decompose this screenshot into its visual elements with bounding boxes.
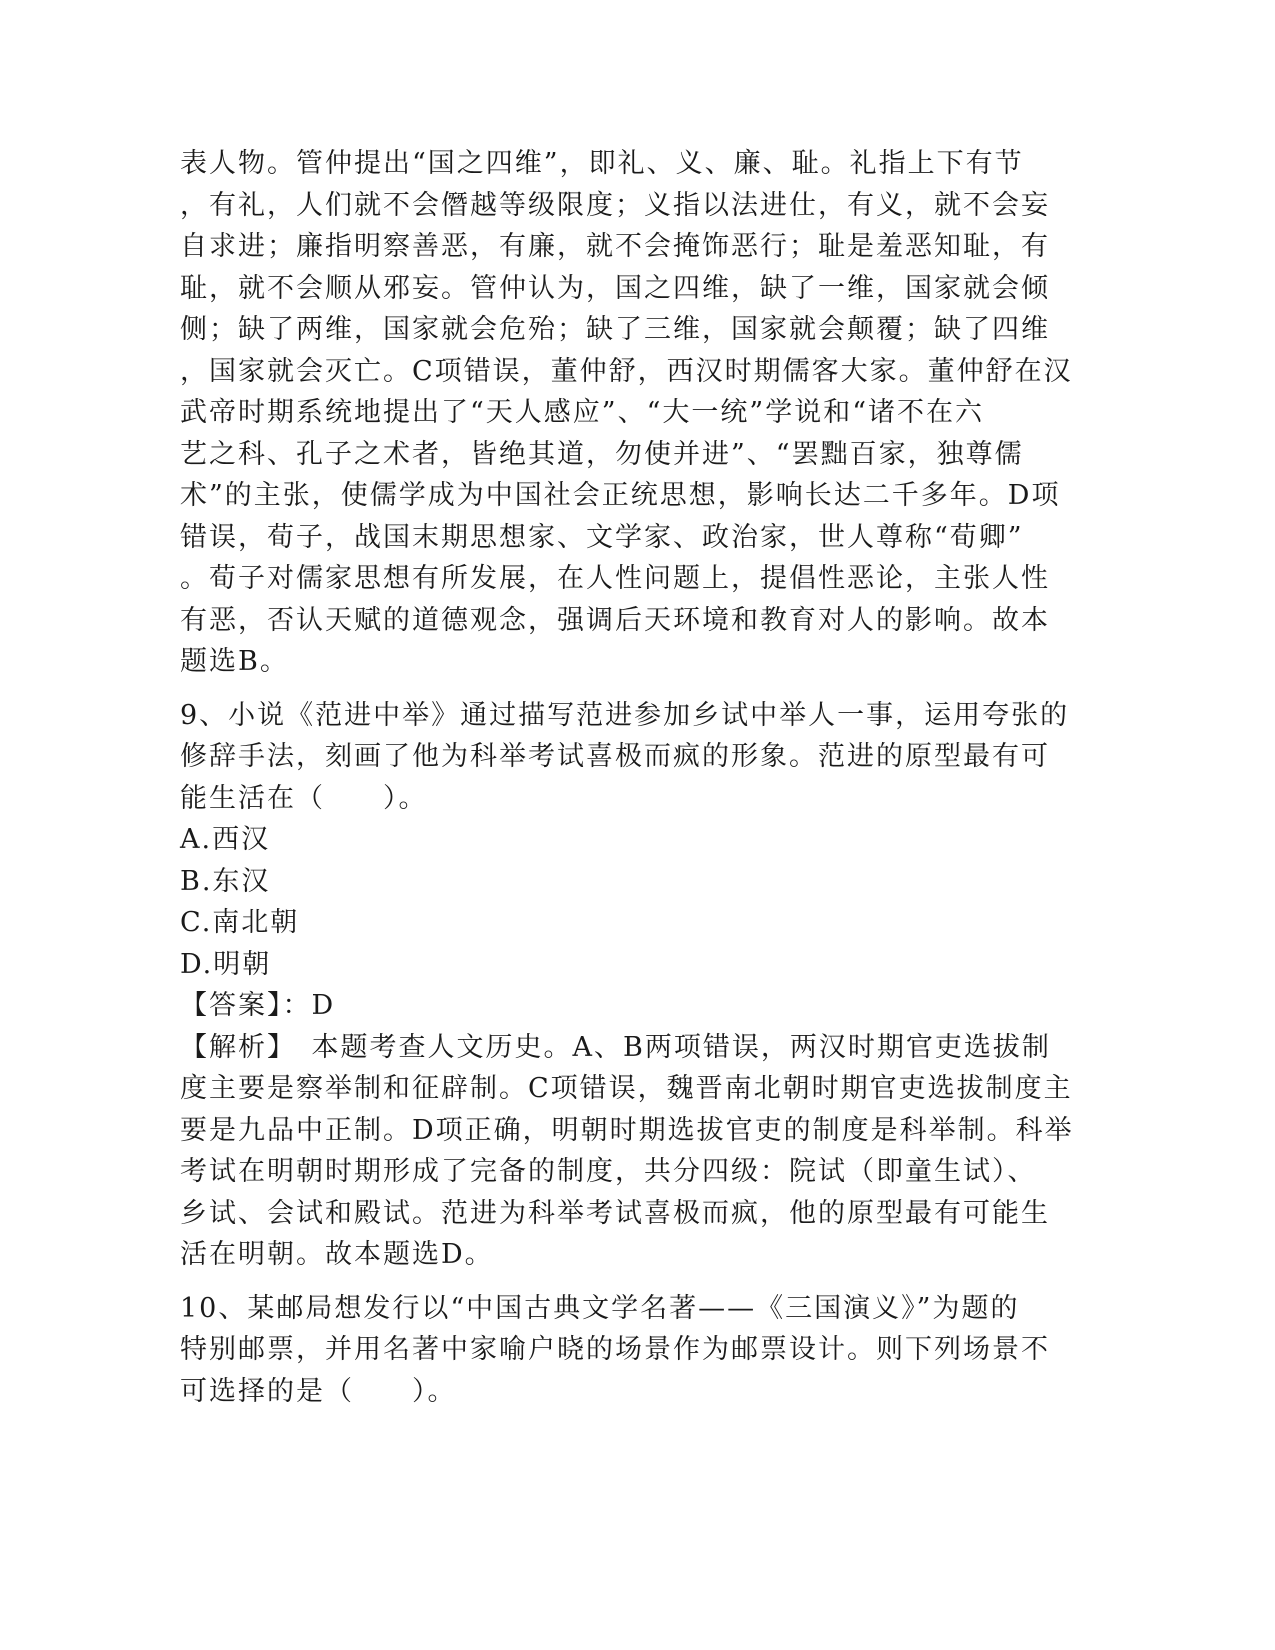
question-stem <box>180 1288 1050 1413</box>
text-line: 乡试、会试和殿试。范进为科举考试喜极而疯，他的原型最有可能生 <box>180 1197 1050 1229</box>
text-line: 可选择的是（ ）。 <box>180 1375 457 1407</box>
option-b: B.东汉 <box>180 865 271 897</box>
text-line: 侧；缺了两维，国家就会危殆；缺了三维，国家就会颠覆；缺了四维 <box>180 314 1050 345</box>
text-line: 修辞手法，刻画了他为科举考试喜极而疯的形象。范进的原型最有可 <box>180 741 1050 772</box>
text-line: 自求进；廉指明察善恶，有廉，就不会掩饰恶行；耻是羞恶知耻，有 <box>180 231 1050 262</box>
text-line: 9、小说《范进中举》通过描写范进参加乡试中举人一事，运用夸张的 <box>180 699 1070 731</box>
option-d: D.明朝 <box>180 948 272 980</box>
text-line: 有恶，否认天赋的道德观念，强调后天环境和教育对人的影响。故本 <box>180 604 1050 636</box>
passage-continuation <box>180 143 1073 683</box>
question-10 <box>180 1288 1050 1413</box>
option-c: C.南北朝 <box>180 907 300 938</box>
question-options <box>180 819 1040 985</box>
text-line: 特别邮票，并用名著中家喻户晓的场景作为邮票设计。则下列场景不 <box>180 1334 1050 1365</box>
text-line: ，有礼，人们就不会僭越等级限度；义指以法进仕，有义，就不会妄 <box>180 189 1050 221</box>
text-line: 错误，荀子，战国末期思想家、文学家、政治家，世人尊称“荀卿” <box>180 521 1024 553</box>
text-line: 活在明朝。故本题选D。 <box>180 1239 494 1270</box>
question-9 <box>180 695 1074 1276</box>
paragraph-gap <box>180 1276 1040 1288</box>
text-line: 武帝时期系统地提出了“天人感应”、“大一统”学说和“诸不在六 <box>180 397 985 428</box>
analysis <box>180 1027 1074 1276</box>
text-line: ，国家就会灭亡。C项错误，董仲舒，西汉时期儒客大家。董仲舒在汉 <box>180 355 1073 387</box>
document-body <box>180 143 1074 1412</box>
text-line: 10、某邮局想发行以“中国古典文学名著——《三国演义》”为题的 <box>180 1292 1020 1324</box>
text-line: 耻，就不会顺从邪妄。管仲认为，国之四维，缺了一维，国家就会倾 <box>180 272 1050 304</box>
text-line: 。荀子对儒家思想有所发展，在人性问题上，提倡性恶论，主张人性 <box>180 563 1050 594</box>
text-line: 要是九品中正制。D项正确，明朝时期选拔官吏的制度是科举制。科举 <box>180 1114 1074 1146</box>
question-stem <box>180 695 1070 820</box>
text-line: 考试在明朝时期形成了完备的制度，共分四级：院试（即童生试）、 <box>180 1156 1037 1187</box>
answer-line: 【答案】：D <box>180 990 336 1021</box>
text-line: 表人物。管仲提出“国之四维”，即礼、义、廉、耻。礼指上下有节 <box>180 148 1024 179</box>
text-line: 能生活在（ ）。 <box>180 782 428 814</box>
text-line: 题选B。 <box>180 646 289 677</box>
text-line: 艺之科、孔子之术者，皆绝其道，勿使并进”、“罢黜百家，独尊儒 <box>180 438 1024 470</box>
option-a: A.西汉 <box>180 824 271 855</box>
paragraph-gap <box>180 683 1040 695</box>
text-line: 术”的主张，使儒学成为中国社会正统思想，影响长达二千多年。D项 <box>180 480 1061 511</box>
text-line: 度主要是察举制和征辟制。C项错误，魏晋南北朝时期官吏选拔制度主 <box>180 1073 1073 1104</box>
text-line: 【解析】 本题考查人文历史。A、B两项错误，两汉时期官吏选拔制 <box>180 1031 1051 1063</box>
